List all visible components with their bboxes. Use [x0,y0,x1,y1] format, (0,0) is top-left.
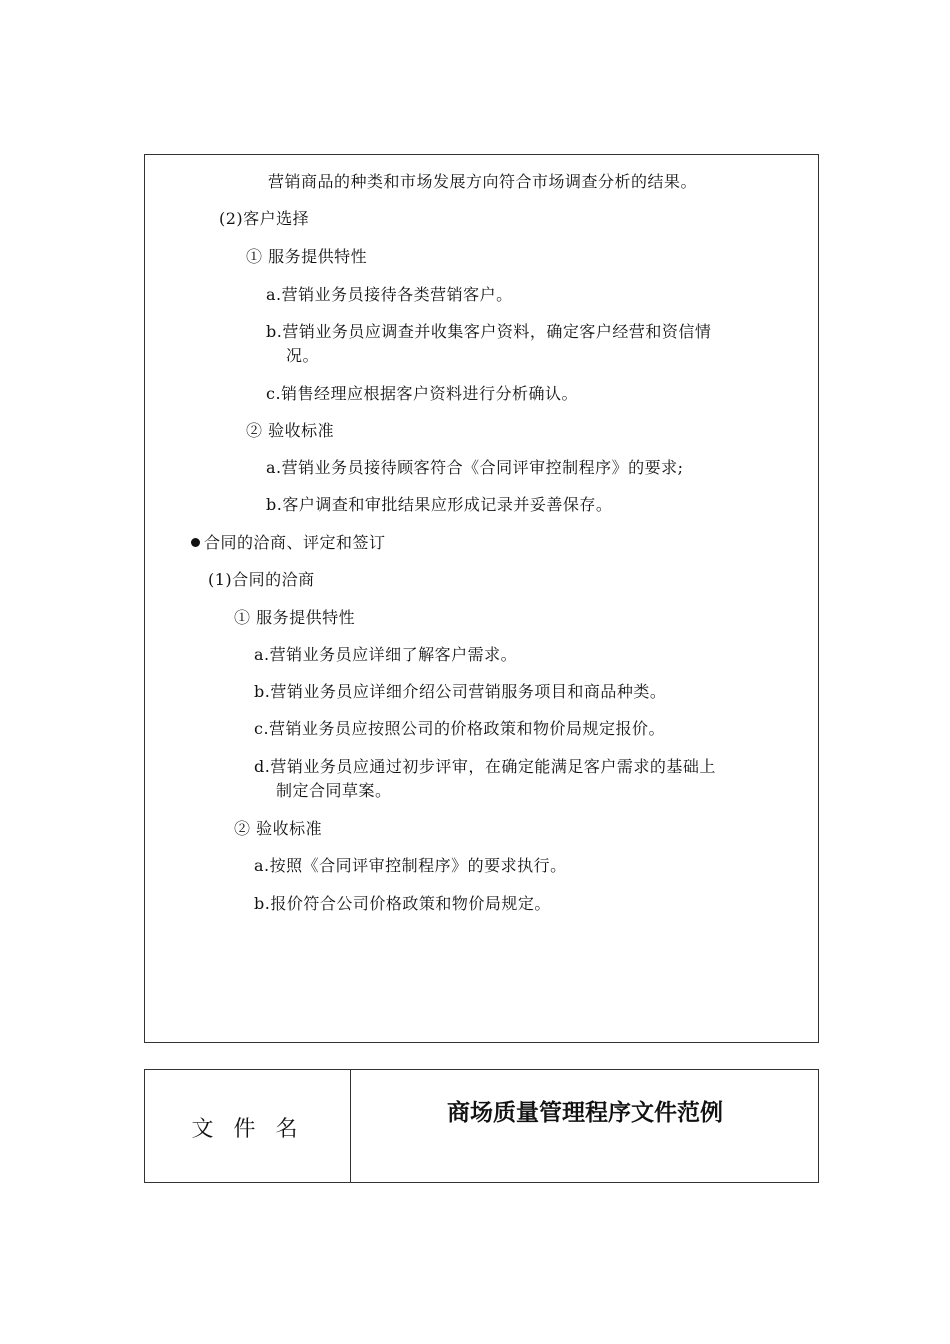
text-line: 营销商品的种类和市场发展方向符合市场调查分析的结果。 [268,172,698,191]
list-item-continuation: 制定合同草案。 [276,781,392,800]
list-item: a.营销业务员接待各类营销客户。 [266,285,513,304]
list-item: b.营销业务员应详细介绍公司营销服务项目和商品种类。 [254,682,667,701]
list-item: a.营销业务员接待顾客符合《合同评审控制程序》的要求; [266,458,684,477]
document-title: 商场质量管理程序文件范例 [447,1100,723,1126]
list-item: a.营销业务员应详细了解客户需求。 [254,645,518,664]
bullet-icon [191,538,200,547]
subsection-heading: ① 服务提供特性 [234,608,356,627]
section-heading: (2)客户选择 [219,209,310,228]
subsection-heading: ② 验收标准 [246,421,335,440]
section-heading: (1)合同的洽商 [208,570,315,589]
list-item: c.销售经理应根据客户资料进行分析确认。 [266,384,579,403]
document-footer-table [144,1069,819,1183]
list-item-continuation: 况。 [286,346,320,365]
list-item: b.营销业务员应调查并收集客户资料，确定客户经营和资信情 [266,322,712,341]
list-item: c.营销业务员应按照公司的价格政策和物价局规定报价。 [254,719,666,738]
list-item: b.报价符合公司价格政策和物价局规定。 [254,894,551,913]
list-item: b.客户调查和审批结果应形成记录并妥善保存。 [266,495,613,514]
file-name-label: 文件名 [191,1116,318,1142]
bullet-heading [191,532,386,554]
subsection-heading: ① 服务提供特性 [246,247,368,266]
bullet-heading-text: 合同的洽商、评定和签订 [204,533,386,552]
subsection-heading: ② 验收标准 [234,819,323,838]
list-item: a.按照《合同评审控制程序》的要求执行。 [254,856,567,875]
list-item: d.营销业务员应通过初步评审，在确定能满足客户需求的基础上 [254,757,716,776]
